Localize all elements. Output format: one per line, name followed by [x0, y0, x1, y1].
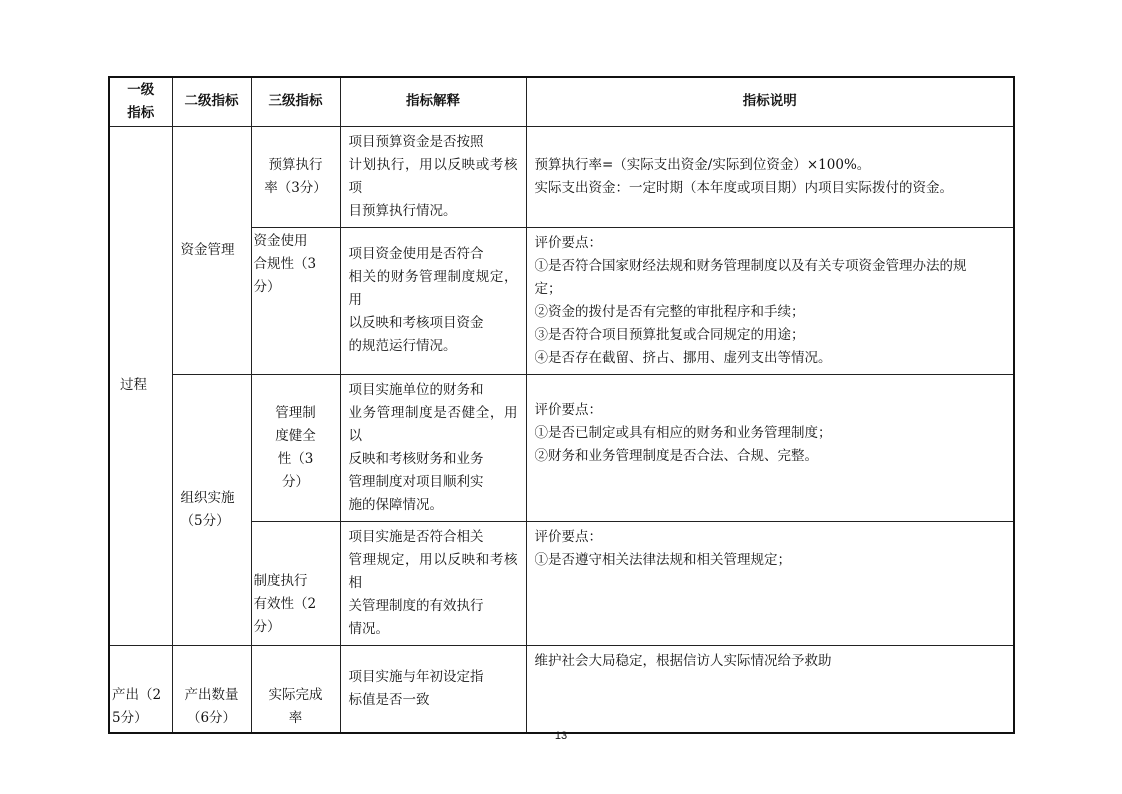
description-line: ①是否遵守相关法律法规和相关管理规定； — [534, 551, 791, 568]
level2-line: 组织实施 — [180, 489, 235, 506]
explanation-cell — [340, 645, 526, 733]
level3-line: 率 — [288, 710, 303, 726]
indicator-table — [108, 76, 1015, 734]
level3-line: 有效性（2 — [253, 595, 317, 612]
level3-line: 分） — [282, 473, 309, 490]
header-level1 — [109, 77, 172, 126]
explanation-cell — [340, 126, 526, 227]
explanation-line: 管理制度对项目顺利实 — [348, 473, 484, 490]
description-line: ②财务和业务管理制度是否合法、合规、完整。 — [534, 447, 818, 464]
explanation-line: 业务管理制度是否健全，用以 — [348, 404, 518, 444]
description-line: ④是否存在截留、挤占、挪用、虚列支出等情况。 — [534, 349, 832, 366]
description-line: 预算执行率=（实际支出资金/实际到位资金）×100%。 — [534, 156, 871, 173]
description-line: 评价要点： — [534, 401, 602, 418]
explanation-line: 标值是否一致 — [348, 691, 430, 708]
explanation-line: 施的保障情况。 — [348, 496, 443, 513]
explanation-line: 项目实施与年初设定指 — [348, 668, 484, 685]
description-cell — [526, 126, 1014, 227]
explanation-line: 情况。 — [348, 620, 389, 637]
description-cell — [526, 374, 1014, 521]
level3-cell — [251, 227, 340, 374]
explanation-line: 关管理制度的有效执行 — [348, 597, 484, 614]
level3-line: 性（3 — [277, 450, 314, 467]
description-line: ①是否已制定或具有相应的财务和业务管理制度； — [534, 424, 832, 441]
explanation-line: 项目实施是否符合相关 — [348, 528, 484, 545]
explanation-line: 以反映和考核项目资金 — [348, 315, 484, 331]
level1-cell: 过程 — [109, 126, 172, 645]
level2-line: 产出数量 — [184, 687, 239, 703]
level2-cell — [172, 645, 251, 733]
description-line: 实际支出资金：一定时期（本年度或项目期）内项目实际拨付的资金。 — [534, 179, 953, 196]
header-explanation: 指标解释 — [340, 77, 526, 126]
description-cell — [526, 227, 1014, 374]
level3-cell — [251, 521, 340, 645]
table-row — [109, 645, 1014, 733]
level3-line: 制度执行 — [253, 572, 308, 589]
level3-line: 度健全 — [275, 427, 316, 444]
description-line: 评价要点： — [534, 528, 602, 545]
level3-line: 管理制 — [275, 404, 316, 421]
level3-cell — [251, 374, 340, 521]
level3-line: 分） — [253, 278, 281, 295]
level3-line: 率（3分） — [264, 179, 327, 196]
explanation-cell — [340, 227, 526, 374]
level3-line: 资金使用 — [253, 232, 308, 249]
header-level1-line: 一级 — [127, 81, 155, 98]
level2-line: （5分） — [180, 512, 230, 529]
header-level3: 三级指标 — [251, 77, 340, 126]
level3-line: 实际完成 — [268, 687, 323, 703]
level2-cell — [172, 374, 251, 645]
explanation-line: 的规范运行情况。 — [348, 338, 457, 354]
description-line: 定； — [534, 280, 562, 297]
level3-line: 分） — [253, 618, 281, 635]
explanation-line: 相关的财务管理制度规定，用 — [348, 269, 518, 308]
level3-cell — [251, 645, 340, 733]
description-cell — [526, 521, 1014, 645]
level3-cell — [251, 126, 340, 227]
explanation-cell — [340, 374, 526, 521]
header-level1-line: 指标 — [127, 104, 155, 121]
page-number: 13 — [554, 730, 568, 742]
table-row — [109, 126, 1014, 227]
explanation-line: 项目预算资金是否按照 — [348, 133, 484, 150]
description-line: 评价要点： — [534, 234, 602, 251]
description-line: 维护社会大局稳定，根据信访人实际情况给予救助 — [534, 652, 832, 669]
explanation-line: 反映和考核财务和业务 — [348, 450, 484, 467]
header-description: 指标说明 — [526, 77, 1014, 126]
header-level2: 二级指标 — [172, 77, 251, 126]
level2-line: （6分） — [186, 710, 237, 726]
level2-cell: 资金管理 — [172, 126, 251, 374]
header-row — [109, 77, 1014, 126]
level1-line: 产出（2 — [112, 687, 162, 703]
level1-cell — [109, 645, 172, 733]
explanation-line: 目预算执行情况。 — [348, 202, 457, 219]
level3-line: 预算执行 — [268, 156, 323, 173]
description-cell — [526, 645, 1014, 733]
table-row — [109, 374, 1014, 521]
description-line: ①是否符合国家财经法规和财务管理制度以及有关专项资金管理办法的规 — [534, 257, 967, 274]
level1-line: 5分） — [112, 710, 148, 726]
level3-line: 合规性（3 — [253, 255, 317, 272]
explanation-line: 项目资金使用是否符合 — [348, 246, 484, 262]
description-line: ③是否符合项目预算批复或合同规定的用途； — [534, 326, 805, 343]
description-line: ②资金的拨付是否有完整的审批程序和手续； — [534, 303, 805, 320]
explanation-line: 项目实施单位的财务和 — [348, 381, 484, 398]
explanation-cell — [340, 521, 526, 645]
explanation-line: 管理规定，用以反映和考核相 — [348, 551, 518, 591]
explanation-line: 计划执行，用以反映或考核项 — [348, 156, 518, 196]
